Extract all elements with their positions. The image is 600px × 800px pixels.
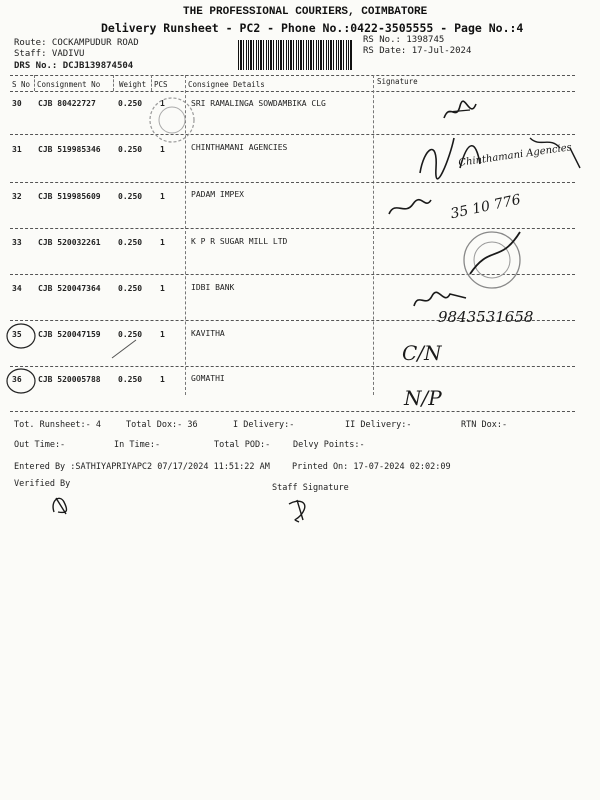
total-pod: Total POD:-	[214, 440, 271, 450]
row-weight: 0.250	[118, 99, 143, 108]
barcode	[238, 40, 352, 70]
row-consignee: CHINTHAMANI AGENCIES	[191, 143, 288, 152]
row-consignee: PADAM IMPEX	[191, 190, 244, 199]
col-divider	[151, 75, 152, 91]
row-consignment: CJB 519985346	[38, 145, 101, 154]
row-weight: 0.250	[118, 238, 143, 247]
rs-date: RS Date: 17-Jul-2024	[363, 46, 472, 56]
handwritten-phone-number: 9843531658	[438, 308, 534, 326]
signature-mark	[440, 98, 480, 126]
col-header-weight: Weight	[119, 80, 147, 89]
col-header-pcs: PCS	[154, 80, 168, 89]
table-top-rule	[10, 75, 575, 76]
col-divider	[113, 75, 114, 91]
col-divider	[34, 75, 35, 91]
row-weight: 0.250	[118, 192, 143, 201]
row-sno: 36	[12, 375, 22, 384]
runsheet-title: Delivery Runsheet - PC2 - Phone No.:0422-3505555 - Page No.:4	[101, 21, 524, 35]
rs-number: RS No.: 1398745	[363, 35, 445, 45]
handwritten-receiver-name: Chinthamani Agencies	[457, 142, 573, 169]
i-delivery: I Delivery:-	[233, 420, 295, 430]
row-pcs: 1	[160, 284, 165, 293]
ii-delivery: II Delivery:-	[345, 420, 412, 430]
route-label: Route: COCKAMPUDUR ROAD	[14, 38, 139, 48]
row-pcs: 1	[160, 375, 165, 384]
total-dox: Total Dox:- 36	[126, 420, 198, 430]
row-consignment: CJB 520005788	[38, 375, 101, 384]
handwritten-remark: C/N	[402, 341, 442, 365]
staff-signature-label: Staff Signature	[272, 483, 349, 493]
row-sno: 32	[12, 192, 22, 201]
row-pcs: 1	[160, 330, 165, 339]
tot-runsheet: Tot. Runsheet:- 4	[14, 420, 101, 430]
row-weight: 0.250	[118, 145, 143, 154]
col-header-sno: S No	[12, 80, 31, 89]
drs-number: DRS No.: DCJB139874504	[14, 61, 134, 71]
entered-by: Entered By :SATHIYAPRIYAPC2 07/17/2024 11:51:22 AM	[14, 462, 270, 472]
rtn-dox: RTN Dox:-	[461, 420, 508, 430]
printed-on: Printed On: 17-07-2024 02:02:09	[292, 462, 451, 472]
circle-mark	[4, 322, 40, 352]
handwritten-remark: N/P	[404, 386, 442, 410]
row-consignee: GOMATHI	[191, 374, 225, 383]
row-sno: 35	[12, 330, 22, 339]
row-consignee: KAVITHA	[191, 329, 225, 338]
row-sno: 31	[12, 145, 22, 154]
row-consignee: K P R SUGAR MILL LTD	[191, 237, 288, 246]
table-bottom-rule	[10, 411, 575, 412]
table-header-rule	[10, 91, 575, 92]
row-pcs: 1	[160, 145, 165, 154]
circle-mark	[4, 367, 40, 397]
company-stamp-mark	[450, 224, 530, 294]
row-consignment: CJB 80422727	[38, 99, 96, 108]
row-consignee: IDBI BANK	[191, 283, 235, 292]
in-time: In Time:-	[114, 440, 161, 450]
verified-by-label: Verified By	[14, 479, 71, 489]
col-divider	[373, 75, 374, 395]
signature-mark	[385, 190, 435, 220]
row-weight: 0.250	[118, 330, 143, 339]
staff-label: Staff: VADIVU	[14, 49, 85, 59]
row-consignment: CJB 519985609	[38, 192, 101, 201]
handwritten-number: 35 10 776	[449, 191, 523, 223]
row-consignment: CJB 520032261	[38, 238, 101, 247]
row-pcs: 1	[160, 238, 165, 247]
pen-stroke-mark	[110, 336, 140, 362]
row-rule	[10, 366, 575, 367]
verified-signature-mark	[48, 492, 74, 518]
row-sno: 34	[12, 284, 22, 293]
company-title: THE PROFESSIONAL COURIERS, COIMBATORE	[183, 6, 428, 18]
col-header-signature: Signature	[377, 77, 418, 86]
row-consignee: SRI RAMALINGA SOWDAMBIKA CLG	[191, 99, 326, 108]
row-pcs: 1	[160, 192, 165, 201]
delvy-points: Delvy Points:-	[293, 440, 365, 450]
row-weight: 0.250	[118, 284, 143, 293]
stamp-circle-mark	[140, 96, 200, 146]
row-sno: 30	[12, 99, 22, 108]
row-consignment: CJB 520047364	[38, 284, 101, 293]
row-pcs: 1	[160, 99, 165, 108]
col-header-consignee: Consignee Details	[188, 80, 265, 89]
staff-signature-mark	[285, 496, 315, 524]
col-header-consignment: Consignment No	[37, 80, 101, 89]
row-consignment: CJB 520047159	[38, 330, 101, 339]
row-weight: 0.250	[118, 375, 143, 384]
row-sno: 33	[12, 238, 22, 247]
out-time: Out Time:-	[14, 440, 66, 450]
